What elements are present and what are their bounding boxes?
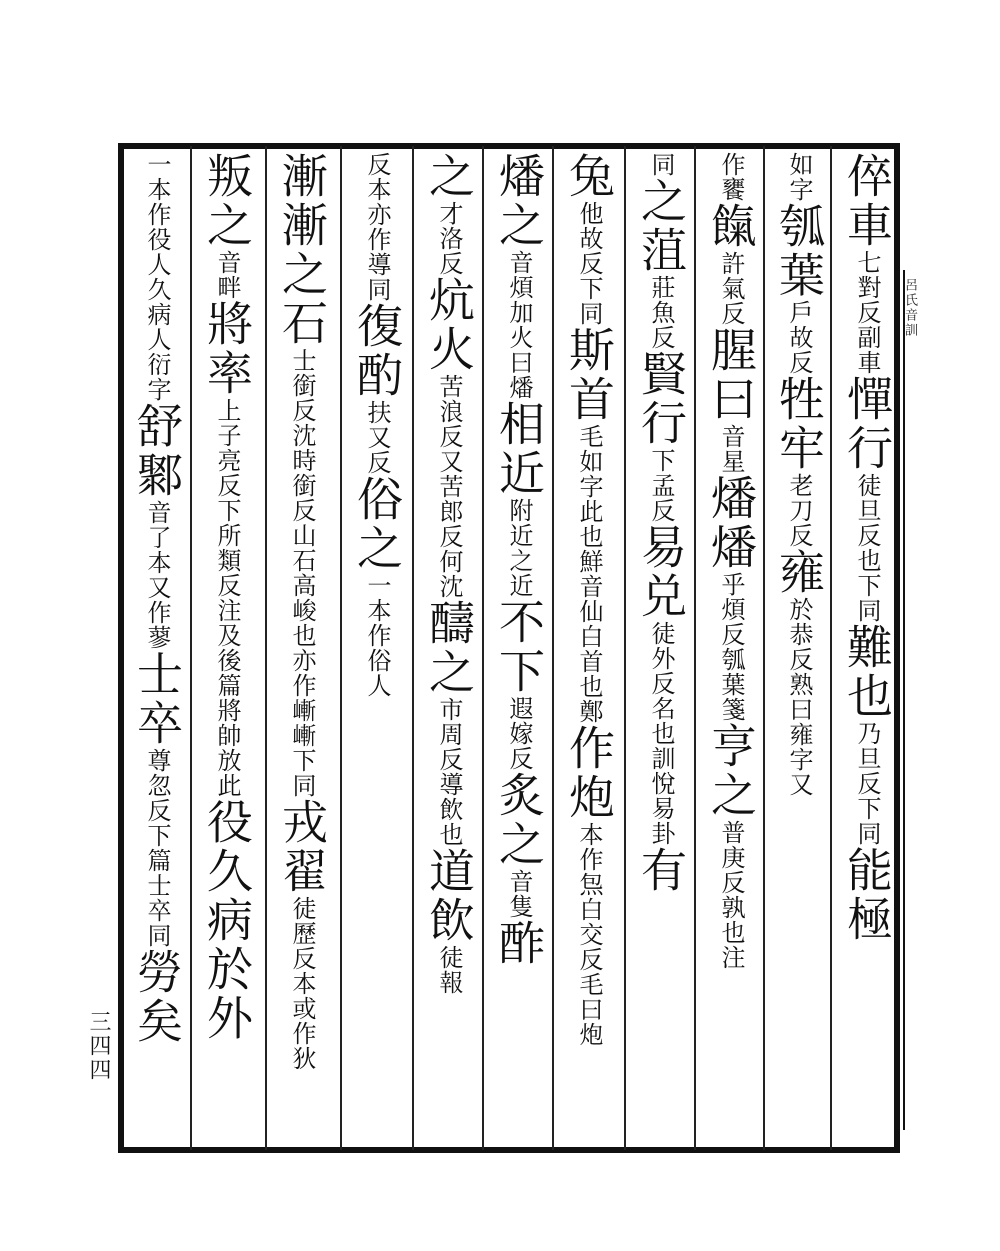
folio-label: 呂氏音訓 [902,278,917,338]
headword-text: 役久病於外 [200,798,254,1043]
annotation-text: 他故反下同 [575,201,603,326]
annotation-text: 遐嫁反 [505,696,533,771]
headword-text: 兔 [562,152,616,201]
headword-text: 酢 [492,919,546,968]
headword-text: 雍 [772,548,826,597]
headword-text: 舒鄹 [130,402,184,500]
headword-text: 有 [634,846,688,895]
annotation-text: 徒歷反本或作狄 [288,896,316,1071]
headword-text: 勞矣 [130,948,184,1046]
annotation-text: 扶又反 [363,400,391,475]
text-column [122,152,192,1148]
annotation-text: 音星 [717,424,745,474]
annotation-text: 上子亮反下所類反注及後篇將帥放此 [213,398,241,798]
annotation-text: 作饔 [717,152,745,202]
headword-text: 倅車 [840,152,894,250]
headword-text: 斯首 [562,326,616,424]
annotation-text: 七對反副車 [853,250,881,375]
headword-text: 作炮 [562,724,616,822]
text-column [626,152,696,1148]
annotation-text: 市周反導飲也 [435,697,463,847]
headword-text: 士卒 [130,650,184,748]
text-column [832,152,902,1148]
annotation-text: 音隻 [505,869,533,919]
annotation-text: 同 [647,152,675,177]
annotation-text: 音煩加火曰燔 [505,250,533,400]
headword-text: 牲牢 [772,375,826,473]
annotation-text: 徒外反名也訓悅易卦 [647,621,675,846]
annotation-text: 莊魚反 [647,275,675,350]
annotation-text: 下孟反 [647,448,675,523]
annotation-text: 才洛反 [435,201,463,276]
annotation-text: 一本作役人久病人衍字 [143,152,171,402]
annotation-text: 士銜反沈時銜反山石高峻也亦作嶃嶃下同 [288,348,316,798]
headword-text: 炕火 [422,276,476,374]
headword-text: 復酌 [350,302,404,400]
headword-text: 漸漸之石 [275,152,329,348]
folio-strip [903,270,921,1130]
annotation-text: 許氣反 [717,251,745,326]
annotation-text: 音了本又作蓼 [143,500,171,650]
headword-text: 燔燔 [704,474,758,572]
annotation-text: 毛如字此也鮮音仙白首也鄭 [575,424,603,724]
headword-text: 相近 [492,400,546,498]
text-column [267,152,337,1148]
annotation-text: 戶故反 [785,300,813,375]
annotation-text: 乎煩反瓠葉箋 [717,572,745,722]
annotation-text: 音畔 [213,250,241,300]
headword-text: 不下 [492,598,546,696]
annotation-text: 一本作俗人 [363,573,391,698]
annotation-text: 乃旦反下同 [853,721,881,846]
headword-text: 道飲 [422,847,476,945]
annotation-text: 於恭反熟曰雍字又 [785,597,813,797]
headword-text: 叛之 [200,152,254,250]
headword-text: 之 [422,152,476,201]
headword-text: 憚行 [840,375,894,473]
text-column [192,152,262,1148]
page-number: 三四四 [86,1010,111,1082]
headword-text: 醻之 [422,599,476,697]
headword-text: 賢行 [634,350,688,448]
headword-text: 之菹 [634,177,688,275]
annotation-text: 老刀反 [785,473,813,548]
annotation-text: 普庚反孰也注 [717,820,745,970]
headword-text: 戎翟 [275,798,329,896]
annotation-text: 附近之近 [505,498,533,598]
headword-text: 瓠葉 [772,202,826,300]
annotation-text: 苦浪反又苦郎反何沈 [435,374,463,599]
text-column [484,152,554,1148]
headword-text: 難也 [840,623,894,721]
annotation-text: 尊忽反下篇士卒同 [143,748,171,948]
text-column [764,152,834,1148]
headword-text: 能極 [840,846,894,944]
text-column [696,152,766,1148]
headword-text: 亨之 [704,722,758,820]
annotation-text: 如字 [785,152,813,202]
headword-text: 腥曰 [704,326,758,424]
annotation-text: 反本亦作導同 [363,152,391,302]
headword-text: 餼 [704,202,758,251]
headword-text: 燔之 [492,152,546,250]
text-column [554,152,624,1148]
headword-text: 易兑 [634,523,688,621]
headword-text: 將率 [200,300,254,398]
annotation-text: 徒報 [435,945,463,995]
headword-text: 炙之 [492,771,546,869]
text-column [342,152,412,1148]
text-column [414,152,484,1148]
annotation-text: 徒旦反也下同 [853,473,881,623]
headword-text: 俗之 [350,475,404,573]
annotation-text: 本作炰白交反毛曰炮 [575,822,603,1047]
